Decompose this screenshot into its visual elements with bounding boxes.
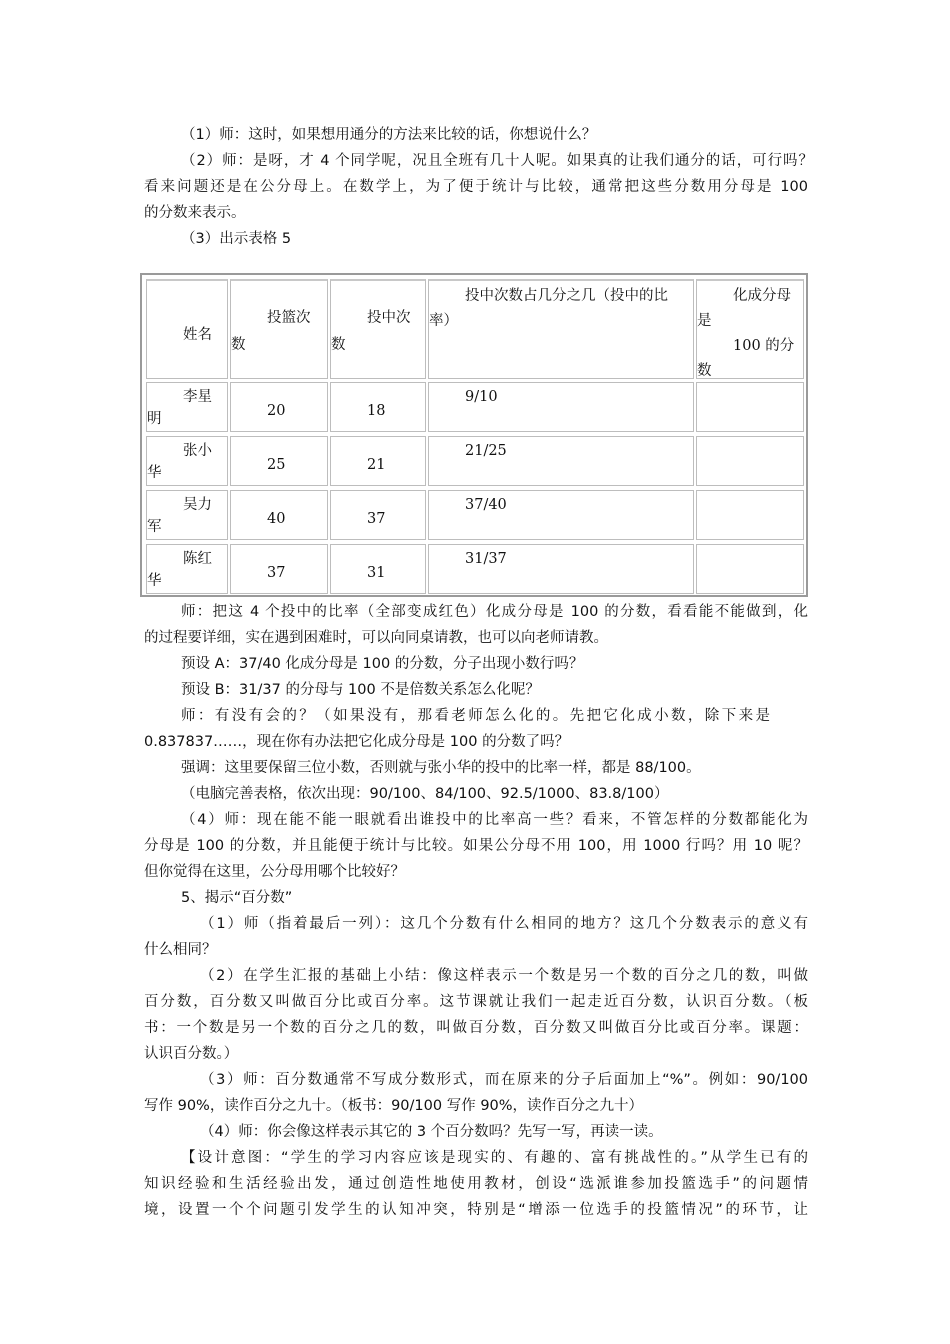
paragraph-line: （3）师：百分数通常不写成分数形式，而在原来的分子后面加上“%”。例如：90/100 [200, 1072, 808, 1088]
paragraph-line: 的过程要详细，实在遇到困难时，可以向同桌请教，也可以向老师请教。 [144, 630, 608, 646]
paragraph-line: 写作 90%，读作百分之九十。（板书：90/100 写作 90%，读作百分之九十） [144, 1098, 644, 1114]
paragraph-line: 知识经验和生活经验出发，通过创造性地使用教材，创设“选派谁参加投篮选手”的问题情 [144, 1176, 808, 1192]
header-ratio-line1: 投中次数占几分之几（投中的比 [465, 288, 668, 304]
basketball-table [140, 273, 808, 597]
table-cell-hits [330, 490, 426, 540]
paragraph-line: 境，设置一个个问题引发学生的认知冲突，特别是“增添一位选手的投篮情况”的环节，让 [144, 1202, 808, 1218]
header-cell-shots [230, 279, 328, 379]
paragraph-line: （3）出示表格 5 [181, 231, 292, 247]
header-name: 姓名 [183, 327, 212, 343]
paragraph-line: 什么相同？ [144, 942, 217, 958]
paragraph-line: 分母是 100 的分数，并且能便于统计与比较。如果公分母不用 100，用 1000 行吗？用 10 呢？ [144, 838, 808, 854]
hits-value: 18 [367, 403, 386, 419]
header-hits-line2: 数 [331, 337, 346, 353]
header-cell-ratio [428, 279, 694, 379]
paragraph-line: 强调：这里要保留三位小数，否则就与张小华的投中的比率一样，都是 88/100。 [181, 760, 701, 776]
table-cell-ratio [428, 436, 694, 486]
table-cell-name [146, 490, 228, 540]
hits-value: 37 [367, 511, 386, 527]
ratio-value: 9/10 [465, 389, 498, 405]
paragraph-line: 预设 B：31/37 的分母与 100 不是倍数关系怎么化呢？ [181, 682, 540, 698]
header-converted-line1: 化成分母 [733, 288, 791, 304]
paragraph-line: 看来问题还是在公分母上。在数学上，为了便于统计与比较，通常把这些分数用分母是 100 [144, 179, 808, 195]
paragraph-line: 0.837837……，现在你有办法把它化成分母是 100 的分数了吗？ [144, 734, 570, 750]
paragraph-line: （2）在学生汇报的基础上小结：像这样表示一个数是另一个数的百分之几的数，叫做 [200, 968, 808, 984]
paragraph-line: （1）师（指着最后一列）：这几个分数有什么相同的地方？这几个分数表示的意义有 [200, 916, 808, 932]
header-cell-converted [696, 279, 804, 379]
name-line1: 李星 [183, 389, 212, 405]
paragraph-line: （电脑完善表格，依次出现：90/100、84/100、92.5/1000、83.8/100） [181, 786, 669, 802]
paragraph-line: 但你觉得在这里，公分母用哪个比较好？ [144, 864, 405, 880]
paragraph-line: （1）师：这时，如果想用通分的方法来比较的话，你想说什么？ [181, 127, 597, 143]
header-shots-line1: 投篮次 [267, 310, 311, 326]
paragraph-line: 预设 A：37/40 化成分母是 100 的分数，分子出现小数行吗？ [181, 656, 584, 672]
table-cell-shots [230, 544, 328, 594]
header-shots-line2: 数 [231, 337, 246, 353]
shots-value: 40 [267, 511, 286, 527]
name-line1: 张小 [183, 443, 212, 459]
table-cell-shots [230, 382, 328, 432]
table-cell-converted [696, 490, 804, 540]
paragraph-line: （4）师：现在能不能一眼就看出谁投中的比率高一些？看来，不管怎样的分数都能化为 [181, 812, 808, 828]
shots-value: 25 [267, 457, 286, 473]
hits-value: 31 [367, 565, 386, 581]
header-cell-name [146, 279, 228, 379]
table-cell-hits [330, 436, 426, 486]
paragraph-line: 师：有没有会的？（如果没有，那看老师怎么化的。先把它化成小数，除下来是 [181, 708, 770, 724]
table-cell-converted [696, 436, 804, 486]
paragraph-line: 百分数，百分数又叫做百分比或百分率。这节课就让我们一起走近百分数，认识百分数。（板 [144, 994, 808, 1010]
table-cell-hits [330, 382, 426, 432]
ratio-value: 21/25 [465, 443, 507, 459]
paragraph-line: 【设计意图：“学生的学习内容应该是现实的、有趣的、富有挑战性的。”从学生已有的 [181, 1150, 808, 1166]
name-line1: 吴力 [183, 497, 212, 513]
name-line2: 军 [147, 519, 162, 535]
table-cell-shots [230, 490, 328, 540]
table-cell-name [146, 436, 228, 486]
shots-value: 37 [267, 565, 286, 581]
table-cell-name [146, 544, 228, 594]
table-cell-ratio [428, 382, 694, 432]
ratio-value: 31/37 [465, 551, 507, 567]
header-ratio-line2: 率） [429, 313, 458, 329]
header-converted-line4: 数 [697, 363, 712, 379]
table-cell-ratio [428, 490, 694, 540]
paragraph-line: （2）师：是呀，才 4 个同学呢，况且全班有几十人呢。如果真的让我们通分的话，可行吗？ [181, 153, 813, 169]
paragraph-line: 的分数来表示。 [144, 205, 246, 221]
header-cell-hits [330, 279, 426, 379]
table-cell-converted [696, 382, 804, 432]
table-cell-ratio [428, 544, 694, 594]
table-cell-hits [330, 544, 426, 594]
hits-value: 21 [367, 457, 386, 473]
name-line2: 华 [147, 465, 162, 481]
header-converted-line3: 100 的分 [733, 338, 795, 354]
name-line2: 华 [147, 573, 162, 589]
table-cell-name [146, 382, 228, 432]
paragraph-line: 认识百分数。） [144, 1046, 239, 1062]
header-converted-line2: 是 [697, 313, 712, 329]
paragraph-line: （4）师：你会像这样表示其它的 3 个百分数吗？先写一写，再读一读。 [200, 1124, 663, 1140]
header-hits-line1: 投中次 [367, 310, 411, 326]
table-cell-shots [230, 436, 328, 486]
name-line2: 明 [147, 411, 162, 427]
name-line1: 陈红 [183, 551, 212, 567]
ratio-value: 37/40 [465, 497, 507, 513]
section-heading: 5、揭示“百分数” [181, 890, 293, 906]
table-cell-converted [696, 544, 804, 594]
paragraph-line: 师：把这 4 个投中的比率（全部变成红色）化成分母是 100 的分数，看看能不能做到，化 [181, 604, 808, 620]
shots-value: 20 [267, 403, 286, 419]
paragraph-line: 书：一个数是另一个数的百分之几的数，叫做百分数，百分数又叫做百分比或百分率。课题： [144, 1020, 808, 1036]
